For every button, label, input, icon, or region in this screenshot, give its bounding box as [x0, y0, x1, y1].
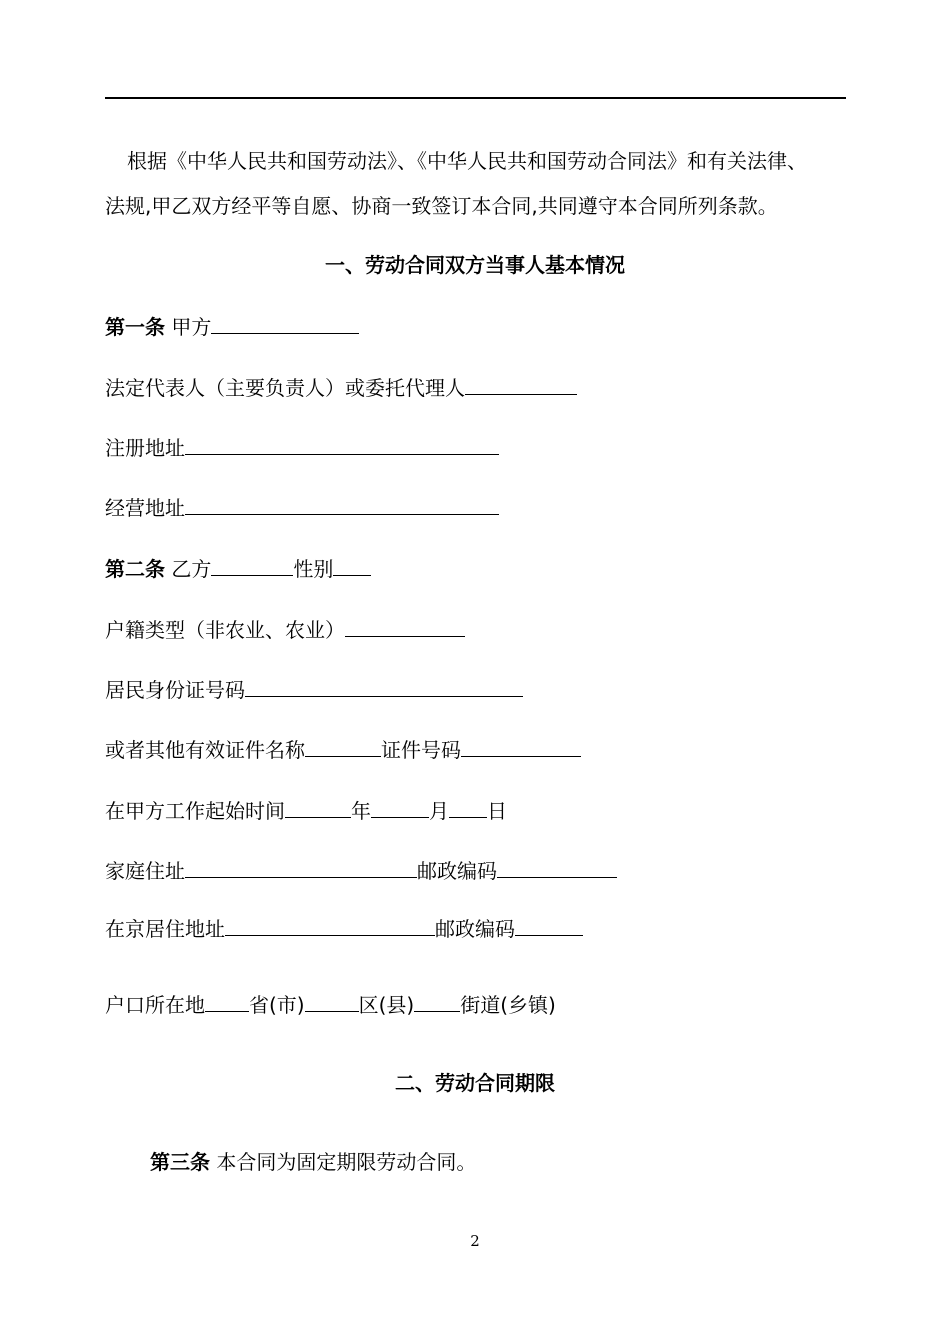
party-a-label: 甲方: [171, 315, 212, 339]
article-1-row: [105, 313, 359, 340]
hukou-province-label: 省(市): [249, 993, 305, 1017]
hukou-row: [105, 991, 556, 1018]
intro-line-2: 法规,甲乙双方经平等自愿、协商一致签订本合同,共同遵守本合同所列条款。: [105, 194, 778, 218]
article-3-label: 第三条: [150, 1150, 210, 1174]
other-id-number-blank[interactable]: [461, 736, 581, 757]
gender-blank[interactable]: [333, 555, 371, 576]
household-type-label: 户籍类型（非农业、农业）: [105, 618, 345, 642]
beijing-address-row: [105, 915, 583, 942]
day-label: 日: [487, 799, 507, 823]
start-month-blank[interactable]: [371, 797, 429, 818]
hukou-street-blank[interactable]: [414, 991, 460, 1012]
start-day-blank[interactable]: [449, 797, 487, 818]
beijing-postcode-blank[interactable]: [515, 915, 583, 936]
month-label: 月: [429, 799, 449, 823]
beijing-address-label: 在京居住地址: [105, 917, 225, 941]
party-b-blank[interactable]: [211, 555, 293, 576]
page-number: 2: [470, 1232, 480, 1250]
reg-address-blank[interactable]: [185, 434, 499, 455]
hukou-district-label: 区(县): [358, 993, 415, 1017]
hukou-province-blank[interactable]: [205, 991, 249, 1012]
household-type-blank[interactable]: [345, 616, 465, 637]
home-address-blank[interactable]: [185, 857, 417, 878]
article-2-row: [105, 555, 371, 582]
start-date-label: 在甲方工作起始时间: [105, 799, 285, 823]
home-postcode-label: 邮政编码: [417, 859, 497, 883]
reg-address-row: [105, 434, 499, 461]
article-3-text: 本合同为固定期限劳动合同。: [216, 1150, 477, 1174]
legal-rep-blank[interactable]: [465, 374, 577, 395]
biz-address-blank[interactable]: [185, 494, 499, 515]
start-year-blank[interactable]: [285, 797, 351, 818]
id-number-row: [105, 676, 523, 703]
other-id-row: [105, 736, 581, 763]
section-1-title: 一、劳动合同双方当事人基本情况: [325, 253, 625, 277]
legal-rep-label: 法定代表人（主要负责人）或委托代理人: [105, 376, 465, 400]
article-2-label: 第二条: [105, 557, 165, 581]
biz-address-label: 经营地址: [105, 496, 185, 520]
home-address-label: 家庭住址: [105, 859, 185, 883]
hukou-street-label: 街道(乡镇): [460, 993, 556, 1017]
section-2-title: 二、劳动合同期限: [395, 1071, 555, 1095]
intro-line-1: 根据《中华人民共和国劳动法》、《中华人民共和国劳动合同法》和有关法律、: [127, 149, 807, 173]
start-date-row: [105, 797, 507, 824]
biz-address-row: [105, 494, 499, 521]
year-label: 年: [351, 799, 371, 823]
other-id-number-label: 证件号码: [381, 738, 461, 762]
legal-rep-row: [105, 374, 577, 401]
other-id-name-blank[interactable]: [305, 736, 381, 757]
article-3-row: [150, 1149, 476, 1175]
header-rule: [105, 97, 846, 99]
other-id-name-label: 或者其他有效证件名称: [105, 738, 305, 762]
reg-address-label: 注册地址: [105, 436, 185, 460]
article-1-label: 第一条: [105, 315, 165, 339]
hukou-label: 户口所在地: [105, 993, 205, 1017]
household-type-row: [105, 616, 465, 643]
hukou-district-blank[interactable]: [305, 991, 359, 1012]
beijing-address-blank[interactable]: [225, 915, 435, 936]
party-b-label: 乙方: [171, 557, 212, 581]
home-postcode-blank[interactable]: [497, 857, 617, 878]
id-number-label: 居民身份证号码: [105, 678, 245, 702]
beijing-postcode-label: 邮政编码: [435, 917, 515, 941]
party-a-blank[interactable]: [211, 313, 359, 334]
home-address-row: [105, 857, 617, 884]
id-number-blank[interactable]: [245, 676, 523, 697]
gender-label: 性别: [293, 557, 334, 581]
